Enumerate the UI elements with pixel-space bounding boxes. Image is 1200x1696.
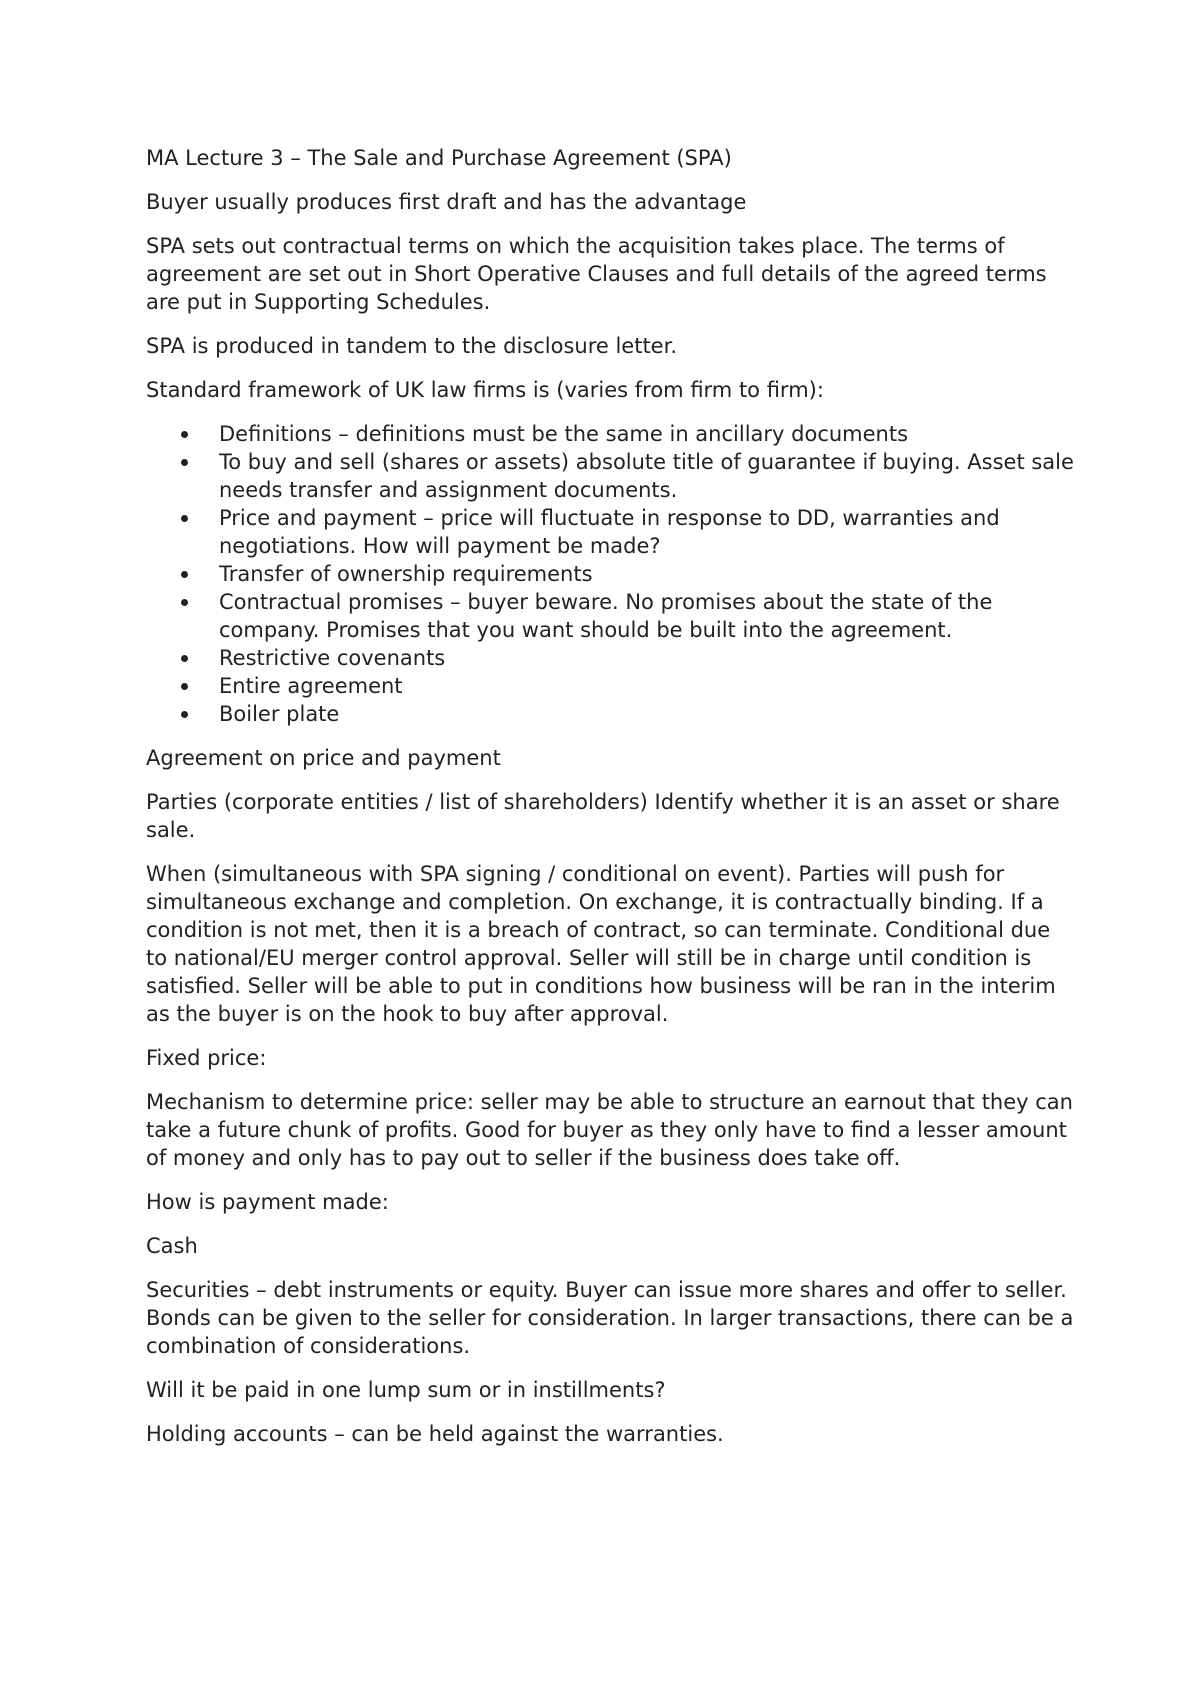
bullet-icon [181,711,188,718]
list-item-text: Contractual promises – buyer beware. No promises about the state of the company. Promises that you want should be built into the agreement. [219,590,993,642]
list-item [146,672,1076,700]
document-title: MA Lecture 3 – The Sale and Purchase Agreement (SPA) [146,146,732,170]
bullet-icon [181,571,188,578]
bullet-icon [181,599,188,606]
paragraph-fixed-price: Fixed price: [146,1046,267,1070]
list-item-text: Price and payment – price will fluctuate in response to DD, warranties and negotiations. How will payment be made? [219,506,1000,558]
paragraph-cash: Cash [146,1234,198,1258]
bullet-icon [181,655,188,662]
list-item [146,504,1076,560]
paragraph-price-payment: Agreement on price and payment [146,746,501,770]
paragraph-securities: Securities – debt instruments or equity. Buyer can issue more shares and offer to seller. Bonds can be given to the seller for consideration. In larger transactions, there can be a combination of considerations. [146,1278,1074,1358]
list-item [146,700,1076,728]
bullet-icon [181,459,188,466]
list-item-text: To buy and sell (shares or assets) absolute title of guarantee if buying. Asset sale needs transfer and assignment documents. [219,450,1074,502]
paragraph-spa-terms: SPA sets out contractual terms on which the acquisition takes place. The terms of agreement are set out in Short Operative Clauses and full details of the agreed terms are put in Supporting Schedules. [146,234,1047,314]
list-item-text: Restrictive covenants [219,646,446,670]
paragraph-holding-accounts: Holding accounts – can be held against the warranties. [146,1422,724,1446]
list-item-text: Transfer of ownership requirements [219,562,593,586]
paragraph-how-payment: How is payment made: [146,1190,389,1214]
paragraph-parties: Parties (corporate entities / list of shareholders) Identify whether it is an asset or share sale. [146,790,1060,842]
paragraph-when: When (simultaneous with SPA signing / conditional on event). Parties will push for simultaneous exchange and completion. On exchange, it is contractually binding. If a condition is not met, then it is a breach of contract, so can terminate. Conditional due to national/EU merger control approval. Seller will still be in charge until condition is satisfied. Seller will be able to put in conditions how business will be ran in the interim as the buyer is on the hook to buy after approval. [146,862,1056,1026]
paragraph-mechanism: Mechanism to determine price: seller may be able to structure an earnout that they can take a future chunk of profits. Good for buyer as they only have to find a lesser amount of money and only has to pay out to seller if the business does take off. [146,1090,1073,1170]
list-item [146,420,1076,448]
list-item [146,560,1076,588]
document-page [146,144,1076,1464]
paragraph-standard-framework: Standard framework of UK law firms is (varies from firm to firm): [146,378,824,402]
list-item-text: Definitions – definitions must be the same in ancillary documents [219,422,909,446]
bullet-icon [181,683,188,690]
paragraph-disclosure-letter: SPA is produced in tandem to the disclosure letter. [146,334,677,358]
framework-bullet-list [146,420,1076,728]
list-item [146,448,1076,504]
bullet-icon [181,515,188,522]
paragraph-buyer-draft: Buyer usually produces first draft and has the advantage [146,190,747,214]
list-item [146,644,1076,672]
paragraph-lump-sum: Will it be paid in one lump sum or in instillments? [146,1378,666,1402]
list-item-text: Entire agreement [219,674,403,698]
list-item [146,588,1076,644]
list-item-text: Boiler plate [219,702,340,726]
bullet-icon [181,431,188,438]
